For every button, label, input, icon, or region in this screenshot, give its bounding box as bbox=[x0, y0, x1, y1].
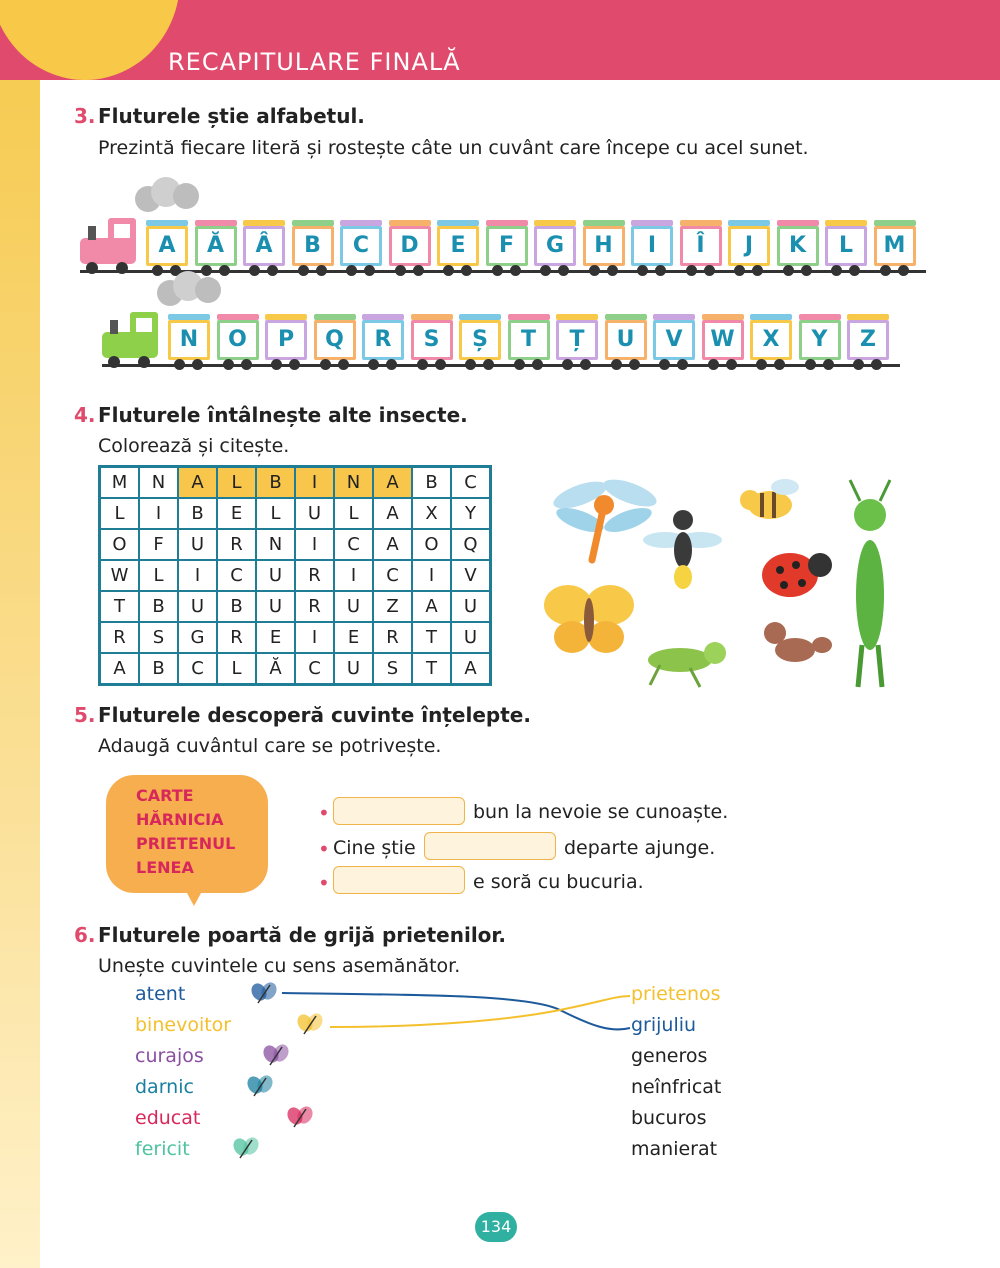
wheel-icon bbox=[271, 359, 282, 370]
butterfly-icon bbox=[544, 585, 634, 653]
locomotive-icon bbox=[100, 310, 170, 370]
left-word: darnic bbox=[135, 1076, 194, 1098]
grid-cell[interactable]: O bbox=[412, 529, 451, 560]
alphabet-letter: K bbox=[788, 233, 807, 258]
wagon bbox=[362, 320, 404, 360]
butterfly-icon bbox=[294, 1011, 325, 1035]
grid-cell[interactable]: R bbox=[373, 622, 412, 653]
wagon-roof bbox=[799, 314, 841, 320]
grasshopper-icon bbox=[850, 480, 890, 687]
wagon bbox=[631, 226, 673, 266]
grid-cell[interactable]: C bbox=[334, 529, 373, 560]
wheel-icon bbox=[686, 265, 697, 276]
alphabet-letter: H bbox=[594, 233, 613, 258]
wheel-icon bbox=[853, 359, 864, 370]
wheel-icon bbox=[298, 265, 309, 276]
alphabet-letter: S bbox=[423, 327, 440, 352]
wheel-icon bbox=[629, 359, 640, 370]
grid-cell[interactable]: W bbox=[100, 560, 140, 591]
wagon-roof bbox=[508, 314, 550, 320]
grid-cell[interactable]: Ă bbox=[256, 653, 295, 685]
grid-row bbox=[100, 498, 491, 529]
grid-cell[interactable]: B bbox=[178, 498, 217, 529]
left-word: educat bbox=[135, 1107, 201, 1129]
grid-cell[interactable]: A bbox=[373, 529, 412, 560]
alphabet-letter: Q bbox=[325, 327, 344, 352]
grid-cell[interactable]: A bbox=[178, 467, 217, 499]
wheel-icon bbox=[734, 265, 745, 276]
alphabet-letter: N bbox=[179, 327, 199, 352]
grid-cell[interactable]: I bbox=[295, 622, 334, 653]
blank-field-3[interactable] bbox=[333, 866, 465, 894]
ant-icon bbox=[764, 622, 832, 662]
wagon-roof bbox=[292, 220, 334, 226]
wheel-icon bbox=[558, 265, 569, 276]
grid-cell[interactable]: C bbox=[178, 653, 217, 685]
wheel-icon bbox=[514, 359, 525, 370]
grid-cell[interactable]: C bbox=[217, 560, 256, 591]
left-word: binevoitor bbox=[135, 1014, 232, 1036]
grid-cell[interactable]: B bbox=[139, 591, 178, 622]
header-decoration bbox=[0, 0, 180, 80]
matching-area bbox=[230, 975, 650, 1175]
wagon-roof bbox=[605, 314, 647, 320]
sentence-3-text: e soră cu bucuria. bbox=[473, 871, 644, 893]
grid-cell[interactable]: B bbox=[412, 467, 451, 499]
wagon-roof bbox=[265, 314, 307, 320]
grid-cell[interactable]: L bbox=[256, 498, 295, 529]
wheel-icon bbox=[562, 359, 573, 370]
exercise-6-instruction: Unește cuvintele cu sens asemănător. bbox=[98, 955, 461, 977]
grid-cell[interactable]: I bbox=[178, 560, 217, 591]
wagon bbox=[146, 226, 188, 266]
right-word: generos bbox=[631, 1045, 708, 1067]
grid-cell[interactable]: M bbox=[100, 467, 140, 499]
grid-cell[interactable]: B bbox=[217, 591, 256, 622]
wheel-icon bbox=[637, 265, 648, 276]
butterfly-icon bbox=[248, 980, 279, 1004]
wagon bbox=[486, 226, 528, 266]
grid-row bbox=[100, 560, 491, 591]
alphabet-letter: Ș bbox=[472, 327, 488, 352]
grid-cell[interactable]: N bbox=[334, 467, 373, 499]
alphabet-letter: T bbox=[520, 327, 536, 352]
grid-cell[interactable]: N bbox=[256, 529, 295, 560]
wheel-icon bbox=[174, 359, 185, 370]
grid-cell[interactable]: L bbox=[334, 498, 373, 529]
grid-cell[interactable]: Q bbox=[451, 529, 491, 560]
alphabet-letter: X bbox=[762, 327, 780, 352]
grid-cell[interactable]: U bbox=[334, 653, 373, 685]
wheel-icon bbox=[607, 265, 618, 276]
bullet-1: • bbox=[318, 801, 330, 825]
alphabet-letter: Â bbox=[255, 233, 273, 258]
wheel-icon bbox=[849, 265, 860, 276]
wagon bbox=[168, 320, 210, 360]
firefly-icon bbox=[643, 510, 722, 589]
wagon bbox=[340, 226, 382, 266]
wagon bbox=[459, 320, 501, 360]
word-bank-item: CARTE bbox=[136, 786, 194, 805]
wagon-roof bbox=[459, 314, 501, 320]
grid-cell[interactable]: U bbox=[334, 591, 373, 622]
grid-cell[interactable]: E bbox=[334, 622, 373, 653]
wheel-icon bbox=[443, 265, 454, 276]
wheel-icon bbox=[241, 359, 252, 370]
grid-cell[interactable]: A bbox=[451, 653, 491, 685]
alphabet-letter: Y bbox=[811, 327, 828, 352]
side-gradient-bar bbox=[0, 0, 40, 1268]
exercise-5-number: 5. bbox=[74, 703, 96, 727]
wagon bbox=[825, 226, 867, 266]
grid-cell[interactable]: V bbox=[451, 560, 491, 591]
alphabet-letter: W bbox=[710, 327, 735, 352]
wagon-roof bbox=[653, 314, 695, 320]
word-bank-item: HĂRNICIA bbox=[136, 810, 224, 829]
wagon-roof bbox=[146, 220, 188, 226]
grid-cell[interactable]: L bbox=[217, 653, 256, 685]
wagon bbox=[777, 226, 819, 266]
sentence-1-text: bun la nevoie se cunoaște. bbox=[473, 801, 729, 823]
butterfly-icon bbox=[260, 1042, 291, 1066]
grid-row bbox=[100, 467, 491, 499]
wagon bbox=[728, 226, 770, 266]
blank-field-2[interactable] bbox=[424, 832, 556, 860]
wheel-icon bbox=[338, 359, 349, 370]
wagon-roof bbox=[631, 220, 673, 226]
wheel-icon bbox=[510, 265, 521, 276]
wagon-roof bbox=[874, 220, 916, 226]
wagon-roof bbox=[437, 220, 479, 226]
wagon-roof bbox=[680, 220, 722, 226]
wheel-icon bbox=[316, 265, 327, 276]
wheel-icon bbox=[368, 359, 379, 370]
wagon bbox=[292, 226, 334, 266]
wagon bbox=[508, 320, 550, 360]
grid-cell[interactable]: L bbox=[100, 498, 140, 529]
wagon bbox=[243, 226, 285, 266]
exercise-3-number: 3. bbox=[74, 104, 96, 128]
wagon-roof bbox=[217, 314, 259, 320]
wheel-icon bbox=[659, 359, 670, 370]
grid-cell[interactable]: A bbox=[100, 653, 140, 685]
grid-cell[interactable]: U bbox=[178, 591, 217, 622]
wheel-icon bbox=[413, 265, 424, 276]
blank-field-1[interactable] bbox=[333, 797, 465, 825]
cricket-icon bbox=[648, 642, 726, 687]
bullet-3: • bbox=[318, 871, 330, 895]
wagon bbox=[556, 320, 598, 360]
grid-cell[interactable]: U bbox=[451, 591, 491, 622]
grid-cell[interactable]: S bbox=[139, 622, 178, 653]
wagon bbox=[411, 320, 453, 360]
wagon-roof bbox=[583, 220, 625, 226]
dragonfly-icon bbox=[550, 474, 659, 560]
right-word: neînfricat bbox=[631, 1076, 722, 1098]
wheel-icon bbox=[364, 265, 375, 276]
alphabet-letter: Ă bbox=[206, 233, 225, 258]
wagon bbox=[847, 320, 889, 360]
wheel-icon bbox=[677, 359, 688, 370]
alphabet-letter: I bbox=[647, 233, 657, 258]
grid-cell[interactable]: U bbox=[178, 529, 217, 560]
bee-icon bbox=[740, 479, 799, 519]
wheel-icon bbox=[898, 265, 909, 276]
wheel-icon bbox=[532, 359, 543, 370]
wagon-roof bbox=[362, 314, 404, 320]
alphabet-letter: R bbox=[374, 327, 392, 352]
right-word: prietenos bbox=[631, 983, 721, 1005]
smoke-icon bbox=[150, 268, 230, 308]
smoke-icon bbox=[128, 174, 208, 214]
wagon-roof bbox=[556, 314, 598, 320]
wagon bbox=[702, 320, 744, 360]
exercise-3-instruction: Prezintă fiecare literă și rostește câte un cuvânt care începe cu acel sunet. bbox=[98, 137, 809, 159]
alphabet-letter: F bbox=[498, 233, 515, 258]
left-word: fericit bbox=[135, 1138, 190, 1160]
grid-cell[interactable]: O bbox=[100, 529, 140, 560]
wagon bbox=[217, 320, 259, 360]
exercise-6-number: 6. bbox=[74, 923, 96, 947]
exercise-5-instruction: Adaugă cuvântul care se potrivește. bbox=[98, 735, 442, 757]
exercise-4-instruction: Colorează și citește. bbox=[98, 435, 290, 457]
word-bank-item: LENEA bbox=[136, 858, 194, 877]
wheel-icon bbox=[461, 265, 472, 276]
wagon-roof bbox=[314, 314, 356, 320]
grid-row bbox=[100, 622, 491, 653]
left-word: curajos bbox=[135, 1045, 204, 1067]
wheel-icon bbox=[580, 359, 591, 370]
wagon-roof bbox=[486, 220, 528, 226]
grid-cell[interactable]: I bbox=[295, 529, 334, 560]
wheel-icon bbox=[192, 359, 203, 370]
wagon-roof bbox=[243, 220, 285, 226]
grid-cell[interactable]: T bbox=[412, 653, 451, 685]
grid-cell[interactable]: B bbox=[139, 653, 178, 685]
wagon-roof bbox=[340, 220, 382, 226]
sentence-2-start: Cine știe bbox=[333, 837, 416, 859]
alphabet-letter: M bbox=[883, 233, 906, 258]
alphabet-letter: P bbox=[277, 327, 295, 352]
wagon bbox=[605, 320, 647, 360]
alphabet-letter: V bbox=[665, 327, 683, 352]
grid-cell[interactable]: T bbox=[100, 591, 140, 622]
grid-cell[interactable]: R bbox=[100, 622, 140, 653]
grid-cell[interactable]: R bbox=[217, 529, 256, 560]
grid-cell[interactable]: R bbox=[295, 560, 334, 591]
grid-cell[interactable]: R bbox=[217, 622, 256, 653]
butterfly-icon bbox=[230, 1135, 261, 1159]
exercise-3-title: Fluturele știe alfabetul. bbox=[98, 104, 365, 128]
wheel-icon bbox=[435, 359, 446, 370]
wagon-roof bbox=[389, 220, 431, 226]
wheel-icon bbox=[267, 265, 278, 276]
alphabet-letter: D bbox=[400, 233, 419, 258]
word-search-grid bbox=[98, 465, 492, 686]
insects-illustration bbox=[540, 465, 920, 695]
alphabet-letter: A bbox=[158, 233, 176, 258]
wheel-icon bbox=[871, 359, 882, 370]
butterfly-icon bbox=[284, 1104, 315, 1128]
sentence-2-end: departe ajunge. bbox=[564, 837, 716, 859]
wheel-icon bbox=[726, 359, 737, 370]
grid-cell[interactable]: X bbox=[412, 498, 451, 529]
left-word: atent bbox=[135, 983, 186, 1005]
grid-cell[interactable]: U bbox=[256, 591, 295, 622]
grid-cell[interactable]: L bbox=[217, 467, 256, 499]
exercise-5-title: Fluturele descoperă cuvinte înțelepte. bbox=[98, 703, 531, 727]
wheel-icon bbox=[223, 359, 234, 370]
alphabet-letter: Î bbox=[696, 233, 705, 258]
wagon bbox=[799, 320, 841, 360]
wheel-icon bbox=[774, 359, 785, 370]
grid-cell[interactable]: C bbox=[373, 560, 412, 591]
exercise-6-title: Fluturele poartă de grijă prietenilor. bbox=[98, 923, 507, 947]
wagon-roof bbox=[195, 220, 237, 226]
alphabet-letter: C bbox=[352, 233, 370, 258]
wheel-icon bbox=[249, 265, 260, 276]
wagon-roof bbox=[411, 314, 453, 320]
wheel-icon bbox=[386, 359, 397, 370]
alphabet-letter: Z bbox=[860, 327, 876, 352]
bubble-tail bbox=[180, 880, 208, 906]
wheel-icon bbox=[708, 359, 719, 370]
alphabet-letter: O bbox=[228, 327, 247, 352]
word-bank-item: PRIETENUL bbox=[136, 834, 236, 853]
wheel-icon bbox=[492, 265, 503, 276]
wheel-icon bbox=[756, 359, 767, 370]
grid-cell[interactable]: I bbox=[334, 560, 373, 591]
wheel-icon bbox=[465, 359, 476, 370]
wagon bbox=[750, 320, 792, 360]
wheel-icon bbox=[783, 265, 794, 276]
grid-cell[interactable]: E bbox=[256, 622, 295, 653]
wagon bbox=[874, 226, 916, 266]
grid-cell[interactable]: C bbox=[451, 467, 491, 499]
grid-cell[interactable]: A bbox=[373, 467, 412, 499]
wagon-roof bbox=[728, 220, 770, 226]
wheel-icon bbox=[704, 265, 715, 276]
grid-cell[interactable]: E bbox=[217, 498, 256, 529]
page-header bbox=[0, 0, 1000, 80]
grid-cell[interactable]: U bbox=[256, 560, 295, 591]
wagon bbox=[583, 226, 625, 266]
wagon bbox=[437, 226, 479, 266]
alphabet-letter: G bbox=[545, 233, 565, 258]
wheel-icon bbox=[417, 359, 428, 370]
grid-cell[interactable]: S bbox=[373, 653, 412, 685]
wagon bbox=[265, 320, 307, 360]
wheel-icon bbox=[801, 265, 812, 276]
wagon bbox=[653, 320, 695, 360]
butterfly-icon bbox=[244, 1073, 275, 1097]
alphabet-letter: L bbox=[838, 233, 854, 258]
grid-cell[interactable]: Y bbox=[451, 498, 491, 529]
grid-cell[interactable]: I bbox=[139, 498, 178, 529]
wheel-icon bbox=[289, 359, 300, 370]
wagon-roof bbox=[534, 220, 576, 226]
wheel-icon bbox=[589, 265, 600, 276]
grid-row bbox=[100, 591, 491, 622]
alphabet-letter: J bbox=[744, 233, 754, 258]
wheel-icon bbox=[483, 359, 494, 370]
wheel-icon bbox=[611, 359, 622, 370]
ladybug-icon bbox=[762, 553, 832, 597]
grid-cell[interactable]: A bbox=[412, 591, 451, 622]
grid-cell[interactable]: T bbox=[412, 622, 451, 653]
page-number: 134 bbox=[475, 1212, 517, 1242]
wagon-roof bbox=[702, 314, 744, 320]
wagon bbox=[534, 226, 576, 266]
wagon-roof bbox=[825, 220, 867, 226]
alphabet-letter: Ț bbox=[569, 327, 585, 352]
right-word: grijuliu bbox=[631, 1014, 697, 1036]
grid-cell[interactable]: I bbox=[295, 467, 334, 499]
grid-cell[interactable]: C bbox=[295, 653, 334, 685]
wagon bbox=[195, 226, 237, 266]
wheel-icon bbox=[752, 265, 763, 276]
grid-cell[interactable]: G bbox=[178, 622, 217, 653]
grid-cell[interactable]: Z bbox=[373, 591, 412, 622]
wagon bbox=[314, 320, 356, 360]
grid-cell[interactable]: F bbox=[139, 529, 178, 560]
alphabet-letter: B bbox=[304, 233, 321, 258]
alphabet-letter: E bbox=[450, 233, 466, 258]
wheel-icon bbox=[880, 265, 891, 276]
grid-cell[interactable]: U bbox=[451, 622, 491, 653]
grid-cell[interactable]: L bbox=[139, 560, 178, 591]
page-title: RECAPITULARE FINALĂ bbox=[168, 48, 461, 76]
grid-cell[interactable]: N bbox=[139, 467, 178, 499]
wheel-icon bbox=[346, 265, 357, 276]
right-word: bucuros bbox=[631, 1107, 707, 1129]
wagon bbox=[680, 226, 722, 266]
wheel-icon bbox=[831, 265, 842, 276]
wheel-icon bbox=[655, 265, 666, 276]
wheel-icon bbox=[805, 359, 816, 370]
wagon-roof bbox=[847, 314, 889, 320]
bullet-2: • bbox=[318, 837, 330, 861]
exercise-4-number: 4. bbox=[74, 403, 96, 427]
wheel-icon bbox=[395, 265, 406, 276]
wagon bbox=[389, 226, 431, 266]
wheel-icon bbox=[320, 359, 331, 370]
grid-cell[interactable]: I bbox=[412, 560, 451, 591]
alphabet-letter: U bbox=[616, 327, 635, 352]
exercise-4-title: Fluturele întâlnește alte insecte. bbox=[98, 403, 468, 427]
wheel-icon bbox=[823, 359, 834, 370]
grid-row bbox=[100, 529, 491, 560]
grid-cell[interactable]: R bbox=[295, 591, 334, 622]
wagon-roof bbox=[750, 314, 792, 320]
grid-cell[interactable]: U bbox=[295, 498, 334, 529]
locomotive-icon bbox=[78, 216, 148, 276]
wagon-roof bbox=[168, 314, 210, 320]
grid-cell[interactable]: B bbox=[256, 467, 295, 499]
wheel-icon bbox=[540, 265, 551, 276]
right-word: manierat bbox=[631, 1138, 718, 1160]
wagon-roof bbox=[777, 220, 819, 226]
grid-cell[interactable]: A bbox=[373, 498, 412, 529]
grid-row bbox=[100, 653, 491, 685]
